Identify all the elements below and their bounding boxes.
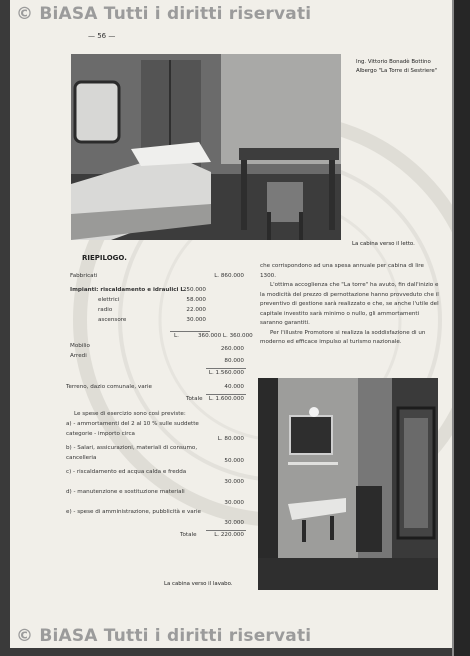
page-number: — 56 — (88, 32, 116, 40)
binding-edge (454, 0, 470, 656)
ledger-label: Arredi (70, 353, 87, 359)
expense-total-label: Totale (180, 532, 197, 538)
expenses-intro: Le spese di esercizio sono così previste: (74, 411, 186, 417)
expense-amount: 30.000 (224, 479, 244, 485)
expense-item: a) - ammortamenti del 2 al 10 % sulle suddette categorie - importo circa (66, 421, 199, 437)
ledger-amount: 250.000 (182, 287, 206, 293)
ledger-amount: L. 860.000 (214, 273, 244, 279)
document-page (10, 0, 454, 648)
ledger-amount: 260.000 (220, 346, 244, 352)
expense-item: e) - spese di amministrazione, pubblicità e varie (66, 509, 201, 515)
author-caption (356, 58, 437, 76)
ledger-label: Totale (186, 396, 203, 402)
ledger-label: radio (98, 307, 113, 313)
cabin-bed-photo (71, 54, 341, 240)
ledger-label: Mobilio (70, 343, 90, 349)
expense-item: d) - manutenzione e sostituzione materiali (66, 489, 185, 495)
ledger-label: Impianti: riscaldamento e idraulici L. (70, 287, 187, 293)
watermark-bottom: © BiASA Tutti i diritti riservati (16, 626, 312, 646)
ledger-label: ascensore (98, 317, 127, 323)
expenses-total-rule (206, 530, 246, 531)
expense-amount: 30.000 (224, 520, 244, 526)
ledger-amount: 58.000 (186, 297, 206, 303)
total-rule (206, 394, 246, 395)
author-name: Ing. Vittorio Bonadè Bottino (356, 59, 431, 65)
right-column-text (260, 262, 440, 348)
subtotal-rule (170, 331, 210, 332)
expense-amount: L. 80.000 (217, 436, 244, 442)
ledger-label: Fabbricati (70, 273, 98, 279)
cabin-washbasin-photo (258, 378, 438, 590)
ledger-label: Terreno, dazio comunale, varie (66, 384, 152, 390)
riepilogo-heading: RIEPILOGO. (82, 254, 127, 262)
expense-amount: 30.000 (224, 500, 244, 506)
photo1-caption: La cabina verso il letto. (352, 241, 415, 247)
ledger-amount: 40.000 (224, 384, 244, 390)
paragraph: che corrispondono ad una spesa annuale per cabina di lire 1300. (260, 263, 424, 279)
photo2-caption: La cabina verso il lavabo. (164, 581, 233, 587)
watermark-top: © BiASA Tutti i diritti riservati (16, 4, 312, 24)
ledger-amount: L. 1.560.000 (208, 370, 244, 376)
expense-amount: 50.000 (224, 458, 244, 464)
hotel-name: Albergo "La Torre di Sestriere" (356, 68, 438, 74)
paragraph: L'ottima accoglienza che "La torre" ha avuto, fin dall'inizio e la modicità del prezzo di pernottazione hanno provveduto che il preventivo di gestione sarà realizzato e che, se anche l'utile del capitale investito sarà minimo o nullo, gli ammortamenti saranno garantiti. (260, 282, 439, 326)
ledger-amount: L. 1.600.000 (208, 396, 244, 402)
ledger-amount: 360.000 L. 360.000 (198, 333, 253, 339)
paragraph: Per l'illustre Promotore si realizza la soddisfazione di un moderno ed efficace impulso al turismo nazionale. (260, 329, 426, 345)
ledger-amount: 22.000 (186, 307, 206, 313)
ledger-label: elettrici (98, 297, 120, 303)
expense-item: c) - riscaldamento ed acqua calda e fredda (66, 469, 187, 475)
subtotal-rule (206, 368, 246, 369)
ledger-label: L. (174, 333, 179, 339)
expense-item: b) - Salari, assicurazioni, materiali di consumo, cancelleria (66, 445, 198, 461)
expense-amount: L. 220.000 (214, 532, 244, 538)
ledger-amount: 80.000 (224, 358, 244, 364)
ledger-amount: 30.000 (186, 317, 206, 323)
